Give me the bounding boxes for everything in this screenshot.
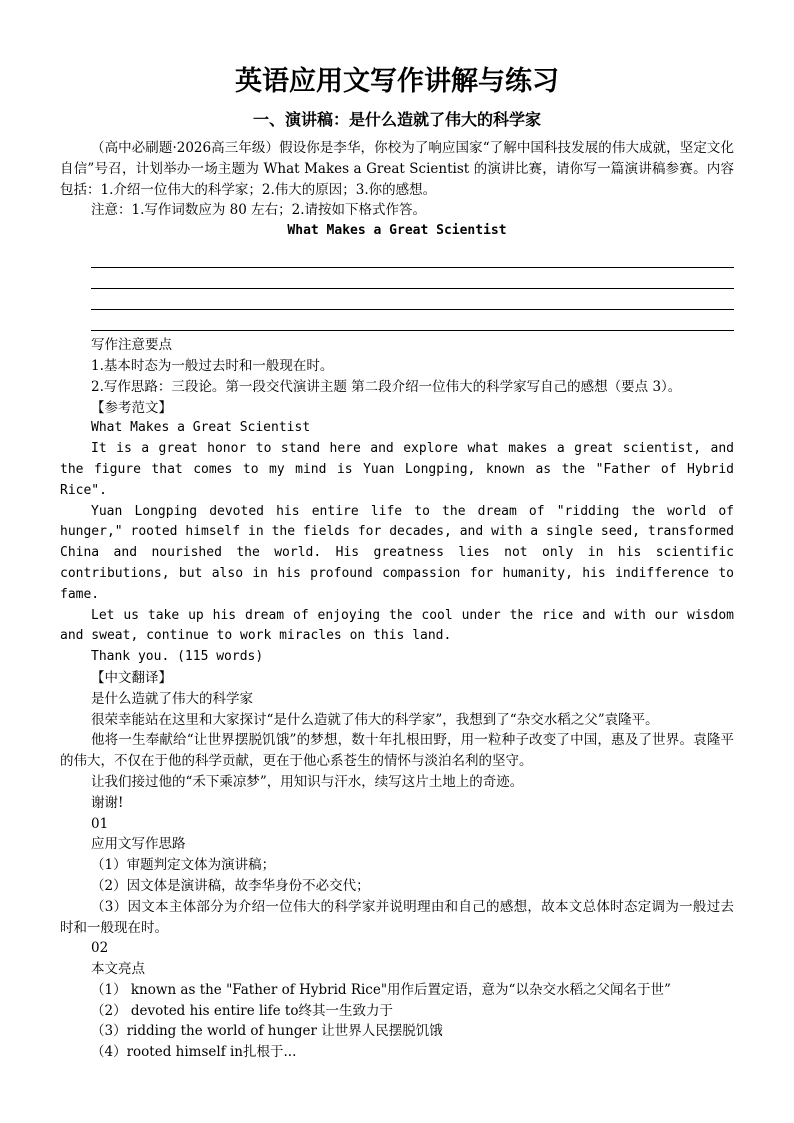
translation-title: 是什么造就了伟大的科学家 — [91, 690, 253, 707]
answer-lines — [91, 247, 734, 331]
section-heading: 本文亮点 — [91, 961, 145, 978]
tips-item: 2.写作思路：三段论。第一段交代演讲主题 第二段介绍一位伟大的科学家写自己的感想（要点 3）。 — [91, 378, 682, 395]
prompt-intro: （高中必刷题·2026高三年级）假设你是李华，你校为了响应国家“了解中国科技发展的伟大成就，坚定文化自信”号召，计划举办一场主题为 What Makes a Great Scientist 的演讲比赛，请你写一篇演讲稿参赛。内容包括：1.介绍一位伟大的科学家；2.伟大的原因；3.你的感想。 — [60, 140, 734, 198]
sample-heading: 【参考范文】 — [91, 399, 172, 416]
translation-paragraph: 让我们接过他的“禾下乘凉梦”，用知识与汗水，续写这片土地上的奇迹。 — [91, 773, 524, 790]
translation-closing: 谢谢! — [91, 794, 124, 811]
sample-paragraph: Let us take up his dream of enjoying the cool under the rice and with our wisdom and sweat, continue to work miracles on this land. — [60, 607, 734, 644]
section-number: 02 — [91, 940, 109, 957]
highlight-item: （3）ridding the world of hunger 让世界人民摆脱饥饿 — [91, 1023, 443, 1040]
section-item: （2）因文体是演讲稿，故李华身份不必交代； — [91, 877, 370, 894]
answer-line — [91, 268, 734, 289]
tips-heading: 写作注意要点 — [91, 337, 172, 354]
translation-paragraph: 很荣幸能站在这里和大家探讨“是什么造就了伟大的科学家”，我想到了“杂交水稻之父”袁隆平。 — [91, 711, 659, 728]
document-page — [60, 58, 734, 1063]
highlight-item: （1） known as the "Father of Hybrid Rice"用作后置定语，意为“以杂交水稻之父闻名于世” — [91, 981, 671, 998]
tips-item: 1.基本时态为一般过去时和一般现在时。 — [91, 357, 334, 374]
section-item: （1）审题判定文体为演讲稿； — [91, 857, 276, 874]
section-heading: 应用文写作思路 — [91, 836, 186, 853]
sample-closing: Thank you. (115 words) — [91, 649, 264, 665]
sample-title: What Makes a Great Scientist — [91, 420, 311, 436]
sample-paragraph: Yuan Longping devoted his entire life to the dream of "ridding the world of hunger," rooted himself in the fields for decades, and with a single seed, transformed China and nourished the world. His greatness lies not only in his scientific contributions, but also in his profound compassion for humanity, his indifference to fame. — [60, 503, 734, 602]
section-item: （3）因文本主体部分为介绍一位伟大的科学家并说明理由和自己的感想，故本文总体时态定调为一般过去时和一般现在时。 — [60, 898, 734, 936]
highlight-item: （4）rooted himself in扎根于... — [91, 1044, 297, 1061]
answer-line — [91, 247, 734, 268]
prompt-note: 注意：1.写作词数应为 80 左右；2.请按如下格式作答。 — [91, 202, 427, 219]
translation-heading: 【中文翻译】 — [91, 669, 172, 686]
section-number: 01 — [91, 815, 109, 832]
answer-line — [91, 289, 734, 310]
page-title: 英语应用文写作讲解与练习 — [235, 66, 559, 97]
answer-line — [91, 310, 734, 331]
sample-paragraph: It is a great honor to stand here and explore what makes a great scientist, and the figure that comes to my mind is Yuan Longping, known as the "Father of Hybrid Rice". — [60, 441, 734, 498]
highlight-item: （2） devoted his entire life to终其一生致力于 — [91, 1002, 393, 1019]
translation-paragraph: 他将一生奉献给“让世界摆脱饥饿”的梦想，数十年扎根田野，用一粒种子改变了中国，惠及了世界。袁隆平的伟大，不仅在于他的科学贡献，更在于他心系苍生的情怀与淡泊名利的坚守。 — [60, 732, 734, 770]
section-subtitle: 一、演讲稿：是什么造就了伟大的科学家 — [252, 110, 541, 129]
essay-title: What Makes a Great Scientist — [287, 223, 507, 239]
